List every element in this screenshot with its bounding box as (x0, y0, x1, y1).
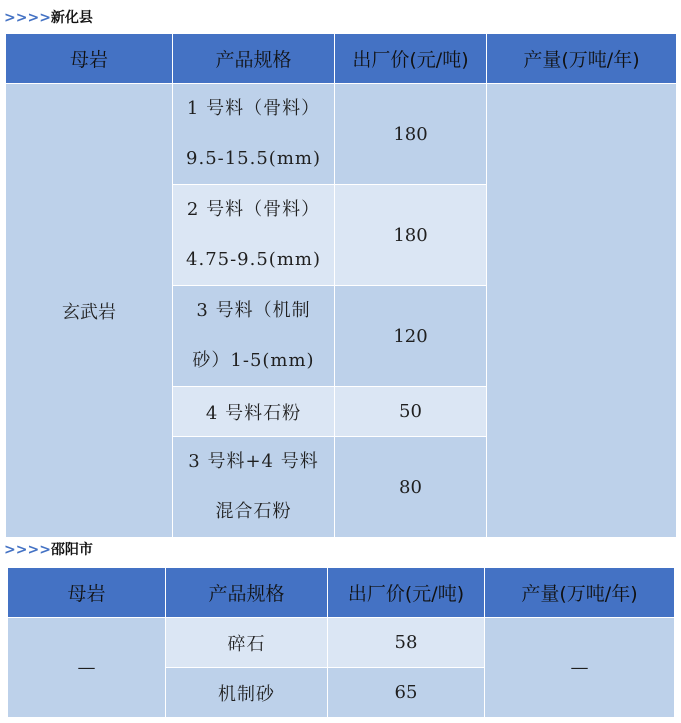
spec-cell (173, 286, 335, 387)
header-rock: 母岩 (8, 568, 166, 618)
price-cell: 180 (335, 84, 487, 185)
section-name: 新化县 (50, 10, 93, 26)
price-table-shaoyang (7, 567, 675, 718)
header-price: 出厂价(元/吨) (328, 568, 485, 618)
section-title-shaoyang (4, 541, 93, 559)
price-cell: 58 (328, 618, 485, 668)
table-row (8, 618, 675, 668)
price-cell: 80 (335, 437, 487, 538)
table-header-row (6, 34, 677, 84)
spec-line: 9.5-15.5(mm) (186, 148, 321, 169)
header-spec: 产品规格 (166, 568, 328, 618)
header-output: 产量(万吨/年) (485, 568, 675, 618)
rock-cell: — (8, 618, 166, 718)
price-table-xinhua (5, 33, 677, 538)
header-rock: 母岩 (6, 34, 173, 84)
price-cell: 65 (328, 668, 485, 718)
spec-cell (173, 185, 335, 286)
output-cell: — (485, 618, 675, 718)
header-spec: 产品规格 (173, 34, 335, 84)
section-title-xinhua (4, 9, 93, 27)
spec-line: 2 号料（骨料） (186, 199, 321, 220)
spec-cell: 4 号料石粉 (173, 387, 335, 437)
section-arrows: >>>> (4, 542, 51, 558)
output-cell (487, 84, 677, 538)
header-price: 出厂价(元/吨) (335, 34, 487, 84)
spec-line: 1 号料（骨料） (186, 98, 321, 119)
spec-line: 4.75-9.5(mm) (186, 249, 321, 270)
spec-cell (173, 84, 335, 185)
table-header-row (8, 568, 675, 618)
table-row (6, 84, 677, 185)
price-cell: 180 (335, 185, 487, 286)
price-cell: 120 (335, 286, 487, 387)
spec-line: 砂）1-5(mm) (192, 350, 315, 371)
price-cell: 50 (335, 387, 487, 437)
rock-cell: 玄武岩 (6, 84, 173, 538)
section-name: 邵阳市 (50, 542, 93, 558)
spec-line: 3 号料（机制 (196, 300, 311, 321)
spec-cell: 碎石 (166, 618, 328, 668)
header-output: 产量(万吨/年) (487, 34, 677, 84)
spec-cell (173, 437, 335, 538)
spec-cell: 机制砂 (166, 668, 328, 718)
section-arrows: >>>> (4, 10, 51, 26)
spec-line: 混合石粉 (215, 501, 292, 522)
spec-line: 3 号料+4 号料 (188, 451, 319, 472)
